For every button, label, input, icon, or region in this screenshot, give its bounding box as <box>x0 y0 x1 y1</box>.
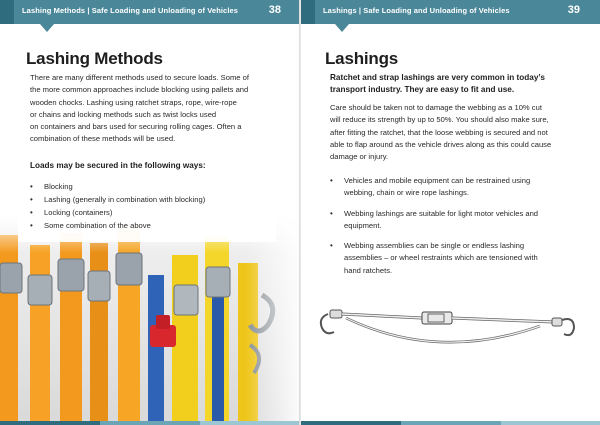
list-item-line: • Webbing assemblies can be single or endless lashing <box>344 241 525 251</box>
list-item: • Lashing (generally in combination with blocking) <box>30 193 270 206</box>
list-item-line: assemblies – or wheel restraints which are tensioned with <box>344 253 538 263</box>
ratchet-straps-photo <box>0 215 300 425</box>
header-tab <box>301 0 315 24</box>
intro-line: the more common approaches include blocking using pallets and <box>30 85 249 95</box>
footer-bar <box>401 421 501 425</box>
lead-line: Ratchet and strap lashings are very common in today’s <box>330 73 545 82</box>
lashings-list <box>330 175 592 277</box>
list-item-line: • Vehicles and mobile equipment can be restrained using <box>344 176 531 185</box>
right-header-title: Lashings | Safe Loading and Unloading of Vehicles <box>323 6 510 15</box>
intro-line: There are many different methods used to secure loads. Some of <box>30 73 249 82</box>
list-item-line: hand ratchets. <box>344 265 393 275</box>
left-page-header <box>0 0 301 24</box>
lead-line: transport industry. They are easy to fit and use. <box>330 85 515 94</box>
header-notch <box>335 24 349 32</box>
intro-paragraph <box>30 72 275 146</box>
right-page-number: 39 <box>567 4 580 16</box>
header-notch <box>40 24 54 32</box>
footer-bar <box>0 421 100 425</box>
list-item: • Blocking <box>30 180 270 193</box>
left-page-number: 38 <box>268 4 281 16</box>
care-line: after fitting the ratchet, that the loose webbing is secured and not <box>330 127 548 137</box>
care-line: able to flap around as the vehicle drives along as this could cause <box>330 139 552 149</box>
care-line: damage or injury. <box>330 152 389 162</box>
ratchet-strap-illustration <box>318 300 583 360</box>
intro-line: combination of these methods will be used. <box>30 134 176 144</box>
footer-bar <box>100 421 200 425</box>
right-page <box>301 0 600 425</box>
care-line: will reduce its strength by up to 50%. You should also make sure, <box>330 115 549 125</box>
intro-line: wooden chocks. Lashing using ratchet straps, rope, wire-rope <box>30 97 237 107</box>
right-page-header <box>301 0 600 24</box>
footer-bar <box>200 421 300 425</box>
care-line: Care should be taken not to damage the webbing as a 10% cut <box>330 103 542 112</box>
lead-paragraph <box>330 72 590 96</box>
list-item <box>330 208 592 233</box>
list-item: • Locking (containers) <box>30 206 270 219</box>
ways-list <box>30 180 270 232</box>
list-item: • Some combination of the above <box>30 219 270 232</box>
left-header-title: Lashing Methods | Safe Loading and Unloading of Vehicles <box>22 6 239 15</box>
list-item-line: equipment. <box>344 220 382 230</box>
list-item <box>330 175 592 200</box>
care-paragraph <box>330 102 595 163</box>
list-item-line: • Webbing lashings are suitable for light motor vehicles and <box>344 208 539 218</box>
header-tab <box>0 0 14 24</box>
footer-bar <box>501 421 600 425</box>
intro-line: or chains and locking methods such as twist locks used <box>30 109 217 119</box>
footer-bar <box>301 421 401 425</box>
left-page-heading: Lashing Methods <box>26 49 163 68</box>
list-item-line: webbing, chain or wire rope lashings. <box>344 188 469 198</box>
list-item <box>330 240 592 277</box>
ways-subheading: Loads may be secured in the following ways: <box>30 161 206 170</box>
intro-line: on containers and bars used for securing rolling cages. Often a <box>30 122 242 132</box>
right-page-heading: Lashings <box>325 49 399 68</box>
